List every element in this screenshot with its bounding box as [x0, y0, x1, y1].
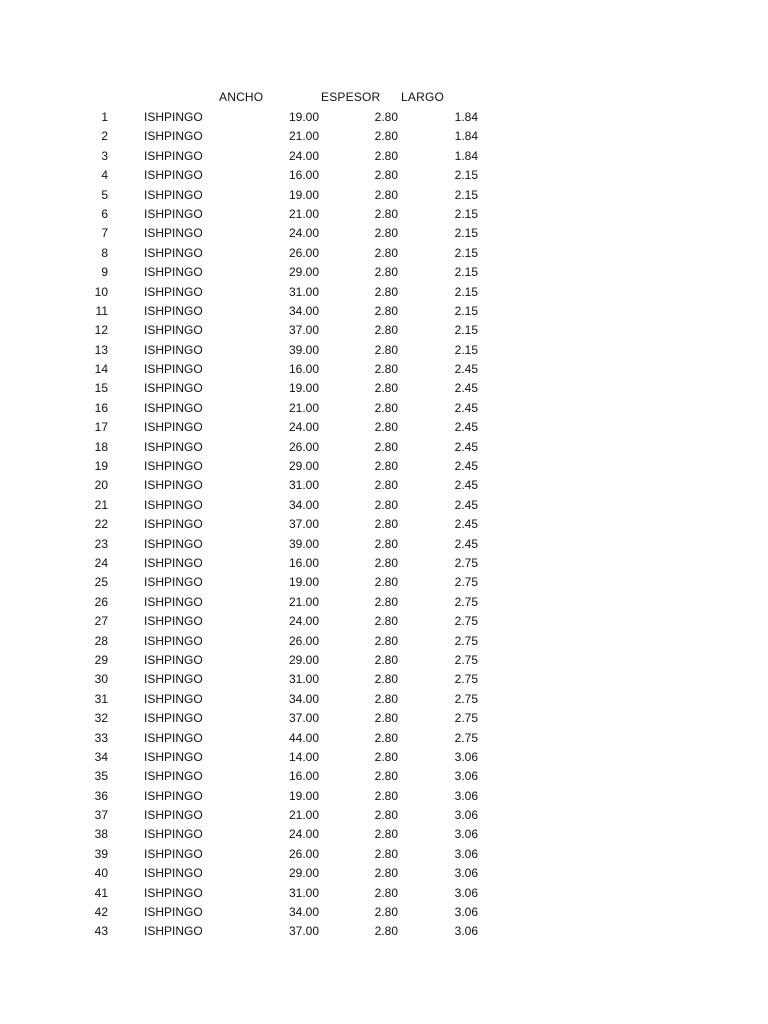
row-largo: 2.45 [454, 517, 478, 532]
row-number: 10 [94, 284, 108, 299]
row-espesor: 2.80 [374, 168, 398, 183]
table-row [0, 903, 768, 922]
row-species: ISHPINGO [144, 924, 203, 939]
row-number: 12 [94, 323, 108, 338]
row-ancho: 34.00 [288, 497, 319, 512]
row-species: ISHPINGO [144, 168, 203, 183]
row-number: 18 [94, 439, 108, 454]
row-largo: 2.15 [454, 226, 478, 241]
row-ancho: 16.00 [288, 168, 319, 183]
row-number: 2 [101, 129, 108, 144]
row-number: 41 [94, 885, 108, 900]
table-row [0, 166, 768, 185]
row-largo: 2.75 [454, 730, 478, 745]
table-row [0, 709, 768, 728]
row-ancho: 34.00 [288, 691, 319, 706]
row-ancho: 37.00 [288, 323, 319, 338]
row-largo: 2.75 [454, 594, 478, 609]
table-row [0, 321, 768, 340]
row-espesor: 2.80 [374, 381, 398, 396]
row-species: ISHPINGO [144, 226, 203, 241]
row-largo: 2.15 [454, 187, 478, 202]
row-espesor: 2.80 [374, 614, 398, 629]
row-ancho: 26.00 [288, 633, 319, 648]
header-espesor: ESPESOR [321, 90, 381, 104]
row-espesor: 2.80 [374, 730, 398, 745]
row-ancho: 31.00 [288, 478, 319, 493]
row-number: 3 [101, 148, 108, 163]
row-species: ISHPINGO [144, 342, 203, 357]
table-row [0, 670, 768, 689]
row-largo: 3.06 [454, 808, 478, 823]
row-ancho: 34.00 [288, 303, 319, 318]
row-ancho: 21.00 [288, 400, 319, 415]
row-largo: 2.45 [454, 362, 478, 377]
table-row [0, 244, 768, 263]
row-species: ISHPINGO [144, 846, 203, 861]
row-species: ISHPINGO [144, 808, 203, 823]
row-largo: 3.06 [454, 769, 478, 784]
row-ancho: 21.00 [288, 808, 319, 823]
row-largo: 3.06 [454, 788, 478, 803]
row-species: ISHPINGO [144, 536, 203, 551]
row-espesor: 2.80 [374, 808, 398, 823]
table-row [0, 922, 768, 941]
row-ancho: 24.00 [288, 614, 319, 629]
table-row [0, 651, 768, 670]
row-species: ISHPINGO [144, 555, 203, 570]
row-number: 32 [94, 711, 108, 726]
row-espesor: 2.80 [374, 885, 398, 900]
row-ancho: 16.00 [288, 362, 319, 377]
row-espesor: 2.80 [374, 439, 398, 454]
table-row [0, 690, 768, 709]
row-largo: 2.45 [454, 497, 478, 512]
row-species: ISHPINGO [144, 614, 203, 629]
row-number: 20 [94, 478, 108, 493]
row-largo: 2.15 [454, 206, 478, 221]
row-number: 1 [101, 110, 108, 124]
table-row [0, 632, 768, 651]
row-espesor: 2.80 [374, 827, 398, 842]
row-number: 38 [94, 827, 108, 842]
row-ancho: 29.00 [288, 866, 319, 881]
table-row [0, 496, 768, 515]
table-header [0, 90, 768, 108]
row-espesor: 2.80 [374, 924, 398, 939]
row-largo: 3.06 [454, 905, 478, 920]
row-espesor: 2.80 [374, 265, 398, 280]
table-row [0, 283, 768, 302]
row-species: ISHPINGO [144, 652, 203, 667]
row-largo: 2.15 [454, 303, 478, 318]
table-row [0, 457, 768, 476]
row-number: 15 [94, 381, 108, 396]
row-espesor: 2.80 [374, 846, 398, 861]
row-espesor: 2.80 [374, 284, 398, 299]
table-row [0, 108, 768, 127]
row-number: 4 [101, 168, 108, 183]
table-row [0, 845, 768, 864]
row-ancho: 26.00 [288, 245, 319, 260]
row-number: 28 [94, 633, 108, 648]
row-espesor: 2.80 [374, 788, 398, 803]
row-ancho: 29.00 [288, 459, 319, 474]
row-species: ISHPINGO [144, 245, 203, 260]
row-number: 36 [94, 788, 108, 803]
row-number: 24 [94, 555, 108, 570]
row-species: ISHPINGO [144, 749, 203, 764]
row-number: 9 [101, 265, 108, 280]
row-number: 26 [94, 594, 108, 609]
row-ancho: 34.00 [288, 905, 319, 920]
row-espesor: 2.80 [374, 420, 398, 435]
row-number: 13 [94, 342, 108, 357]
row-species: ISHPINGO [144, 284, 203, 299]
table-row [0, 806, 768, 825]
table-row [0, 360, 768, 379]
table-row [0, 573, 768, 592]
row-espesor: 2.80 [374, 594, 398, 609]
row-number: 31 [94, 691, 108, 706]
table-row [0, 729, 768, 748]
row-species: ISHPINGO [144, 459, 203, 474]
row-ancho: 24.00 [288, 148, 319, 163]
row-largo: 3.06 [454, 846, 478, 861]
row-number: 7 [101, 226, 108, 241]
row-espesor: 2.80 [374, 362, 398, 377]
table-row [0, 787, 768, 806]
row-largo: 2.15 [454, 245, 478, 260]
row-species: ISHPINGO [144, 711, 203, 726]
row-ancho: 19.00 [288, 381, 319, 396]
table-row [0, 399, 768, 418]
table-row [0, 341, 768, 360]
table-row [0, 224, 768, 243]
row-espesor: 2.80 [374, 148, 398, 163]
row-number: 17 [94, 420, 108, 435]
row-number: 43 [94, 924, 108, 939]
row-largo: 2.45 [454, 536, 478, 551]
row-ancho: 19.00 [288, 575, 319, 590]
row-espesor: 2.80 [374, 517, 398, 532]
row-species: ISHPINGO [144, 594, 203, 609]
row-largo: 3.06 [454, 924, 478, 939]
row-ancho: 19.00 [288, 110, 319, 124]
row-largo: 3.06 [454, 827, 478, 842]
row-number: 27 [94, 614, 108, 629]
row-espesor: 2.80 [374, 245, 398, 260]
row-ancho: 19.00 [288, 187, 319, 202]
table-row [0, 263, 768, 282]
row-espesor: 2.80 [374, 110, 398, 124]
table-row [0, 205, 768, 224]
row-largo: 2.15 [454, 342, 478, 357]
row-number: 39 [94, 846, 108, 861]
row-largo: 2.75 [454, 633, 478, 648]
row-number: 8 [101, 245, 108, 260]
row-species: ISHPINGO [144, 381, 203, 396]
table-row [0, 379, 768, 398]
row-largo: 2.45 [454, 400, 478, 415]
table-row [0, 515, 768, 534]
table-row [0, 418, 768, 437]
row-espesor: 2.80 [374, 575, 398, 590]
row-number: 29 [94, 652, 108, 667]
row-species: ISHPINGO [144, 439, 203, 454]
row-species: ISHPINGO [144, 206, 203, 221]
table-row [0, 438, 768, 457]
row-ancho: 39.00 [288, 342, 319, 357]
row-espesor: 2.80 [374, 652, 398, 667]
row-number: 30 [94, 672, 108, 687]
row-ancho: 21.00 [288, 594, 319, 609]
row-espesor: 2.80 [374, 905, 398, 920]
row-espesor: 2.80 [374, 749, 398, 764]
row-species: ISHPINGO [144, 517, 203, 532]
row-number: 5 [101, 187, 108, 202]
row-espesor: 2.80 [374, 459, 398, 474]
row-number: 16 [94, 400, 108, 415]
row-espesor: 2.80 [374, 866, 398, 881]
table-row [0, 864, 768, 883]
row-ancho: 29.00 [288, 652, 319, 667]
row-ancho: 24.00 [288, 420, 319, 435]
header-largo: LARGO [401, 90, 445, 104]
table-row [0, 748, 768, 767]
table-row [0, 535, 768, 554]
row-espesor: 2.80 [374, 342, 398, 357]
row-ancho: 39.00 [288, 536, 319, 551]
row-largo: 2.75 [454, 614, 478, 629]
row-largo: 2.15 [454, 168, 478, 183]
row-species: ISHPINGO [144, 187, 203, 202]
row-ancho: 21.00 [288, 129, 319, 144]
row-largo: 2.75 [454, 672, 478, 687]
header-ancho: ANCHO [219, 90, 264, 104]
row-espesor: 2.80 [374, 226, 398, 241]
row-espesor: 2.80 [374, 206, 398, 221]
row-espesor: 2.80 [374, 129, 398, 144]
row-species: ISHPINGO [144, 827, 203, 842]
table-row [0, 476, 768, 495]
row-number: 37 [94, 808, 108, 823]
row-espesor: 2.80 [374, 323, 398, 338]
row-species: ISHPINGO [144, 672, 203, 687]
row-espesor: 2.80 [374, 769, 398, 784]
row-species: ISHPINGO [144, 400, 203, 415]
row-ancho: 29.00 [288, 265, 319, 280]
row-espesor: 2.80 [374, 691, 398, 706]
row-number: 40 [94, 866, 108, 881]
row-ancho: 37.00 [288, 924, 319, 939]
row-espesor: 2.80 [374, 303, 398, 318]
row-species: ISHPINGO [144, 129, 203, 144]
row-number: 6 [101, 206, 108, 221]
row-species: ISHPINGO [144, 866, 203, 881]
table-body [0, 108, 768, 942]
row-ancho: 26.00 [288, 439, 319, 454]
row-largo: 1.84 [454, 148, 478, 163]
row-ancho: 21.00 [288, 206, 319, 221]
row-espesor: 2.80 [374, 536, 398, 551]
row-largo: 1.84 [454, 110, 478, 124]
row-espesor: 2.80 [374, 711, 398, 726]
row-number: 22 [94, 517, 108, 532]
row-number: 33 [94, 730, 108, 745]
row-number: 34 [94, 749, 108, 764]
row-species: ISHPINGO [144, 730, 203, 745]
row-number: 19 [94, 459, 108, 474]
row-species: ISHPINGO [144, 303, 203, 318]
row-ancho: 37.00 [288, 711, 319, 726]
row-largo: 2.45 [454, 478, 478, 493]
row-species: ISHPINGO [144, 265, 203, 280]
row-largo: 2.75 [454, 691, 478, 706]
table-row [0, 612, 768, 631]
row-species: ISHPINGO [144, 148, 203, 163]
table-row [0, 554, 768, 573]
row-largo: 2.15 [454, 323, 478, 338]
row-number: 35 [94, 769, 108, 784]
row-espesor: 2.80 [374, 478, 398, 493]
table-row [0, 302, 768, 321]
row-number: 11 [95, 303, 108, 318]
row-ancho: 16.00 [288, 555, 319, 570]
row-ancho: 44.00 [288, 730, 319, 745]
row-largo: 2.75 [454, 711, 478, 726]
row-number: 42 [94, 905, 108, 920]
row-ancho: 31.00 [288, 885, 319, 900]
row-species: ISHPINGO [144, 905, 203, 920]
table-row [0, 884, 768, 903]
row-largo: 2.75 [454, 575, 478, 590]
row-largo: 3.06 [454, 885, 478, 900]
row-species: ISHPINGO [144, 497, 203, 512]
row-largo: 2.15 [454, 265, 478, 280]
row-species: ISHPINGO [144, 885, 203, 900]
row-species: ISHPINGO [144, 478, 203, 493]
row-species: ISHPINGO [144, 575, 203, 590]
row-ancho: 24.00 [288, 226, 319, 241]
row-number: 25 [94, 575, 108, 590]
row-ancho: 19.00 [288, 788, 319, 803]
row-espesor: 2.80 [374, 497, 398, 512]
table-row [0, 825, 768, 844]
row-species: ISHPINGO [144, 110, 203, 124]
row-ancho: 14.00 [288, 749, 319, 764]
row-ancho: 16.00 [288, 769, 319, 784]
row-species: ISHPINGO [144, 420, 203, 435]
row-espesor: 2.80 [374, 672, 398, 687]
row-espesor: 2.80 [374, 633, 398, 648]
row-ancho: 37.00 [288, 517, 319, 532]
row-espesor: 2.80 [374, 555, 398, 570]
row-largo: 3.06 [454, 749, 478, 764]
row-number: 21 [94, 497, 108, 512]
row-number: 23 [94, 536, 108, 551]
row-species: ISHPINGO [144, 362, 203, 377]
row-number: 14 [94, 362, 108, 377]
row-species: ISHPINGO [144, 769, 203, 784]
row-species: ISHPINGO [144, 691, 203, 706]
row-largo: 1.84 [454, 129, 478, 144]
table-row [0, 127, 768, 146]
row-ancho: 26.00 [288, 846, 319, 861]
row-species: ISHPINGO [144, 788, 203, 803]
table-row [0, 186, 768, 205]
row-species: ISHPINGO [144, 323, 203, 338]
row-largo: 3.06 [454, 866, 478, 881]
row-largo: 2.75 [454, 555, 478, 570]
row-ancho: 31.00 [288, 672, 319, 687]
row-ancho: 31.00 [288, 284, 319, 299]
row-largo: 2.45 [454, 459, 478, 474]
table-row [0, 147, 768, 166]
row-largo: 2.15 [454, 284, 478, 299]
row-species: ISHPINGO [144, 633, 203, 648]
table-row [0, 593, 768, 612]
row-largo: 2.45 [454, 381, 478, 396]
row-largo: 2.45 [454, 439, 478, 454]
row-largo: 2.45 [454, 420, 478, 435]
row-ancho: 24.00 [288, 827, 319, 842]
row-largo: 2.75 [454, 652, 478, 667]
row-espesor: 2.80 [374, 187, 398, 202]
table-row [0, 767, 768, 786]
row-espesor: 2.80 [374, 400, 398, 415]
